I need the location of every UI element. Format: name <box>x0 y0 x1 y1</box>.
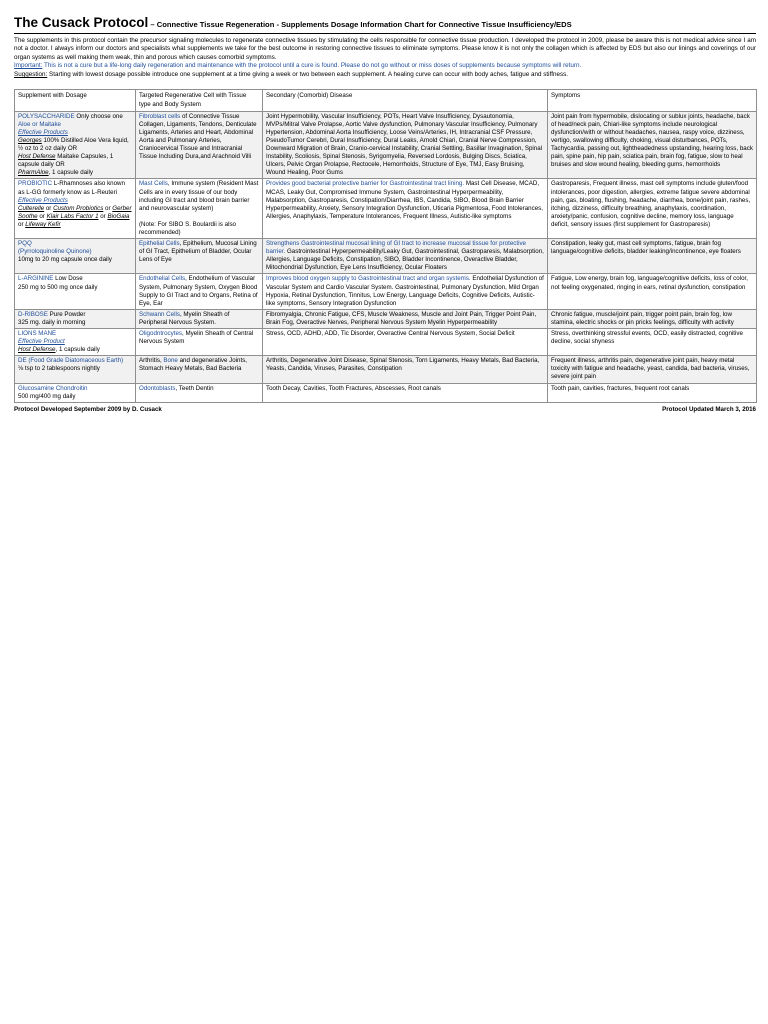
cell-type-cell <box>136 309 263 328</box>
cell-type-cell <box>136 274 263 309</box>
important-label: Important: <box>14 61 43 69</box>
effective-product-link[interactable]: Effective Product <box>18 338 65 346</box>
symptoms-cell: Joint pain from hypermobile, dislocating or sublux joints, headache, back of head/neck pain, Chiari-like symptoms include neurological dysfunction/with or without headaches, nausea, raspy voice, dizziness, vertigo, swallowing difficulty, choking, visual disturbances, POTs, Tachycardia, passing out, lightheadedness upstanding, hearing loss, back pain, spine pain, hip pain, sciatica pain, brain fog, fatigue, slow to heal bruises and slow wound healing, bleeding gums, hemorrhoids <box>548 111 757 179</box>
supplement-cell <box>15 274 136 309</box>
effective-products-link[interactable]: Effective Products <box>18 128 68 136</box>
or-text: or <box>18 220 26 228</box>
important-text: This is not a cure but a life-long daily regeneration and maintenance with the protocol until a cure is found. Please do not go without or miss doses of supplements because symptoms will return. <box>42 61 582 69</box>
header-cell: Targeted Regenerative Cell with Tissue type and Body System <box>136 90 263 111</box>
supplement-text: 325 mg. daily in morning <box>18 318 86 326</box>
table-row <box>15 179 757 239</box>
symptoms-cell: Frequent illness, arthritis pain, degenerative joint pain, heavy metal toxicity with fatigue and headache, yeast, candida, bad bacteria, viruses, severe joint pain <box>548 356 757 383</box>
supplement-text: ⅛ tsp to 2 tablespoons nightly <box>18 365 100 373</box>
cell-name: Endothelial Cells <box>139 275 186 283</box>
cell-text: , Immune system (Resident Mast Cells are in every tissue of our body including GI tract and blood brain barrier and neurovascular system) <box>139 180 259 212</box>
or-text: or <box>44 204 54 212</box>
pharmaloe-link[interactable]: PharmAloe <box>18 169 49 177</box>
cell-name: Oligodntrocytes <box>139 330 182 338</box>
georges-link[interactable]: Georges <box>18 136 42 144</box>
table-row <box>15 274 757 309</box>
disease-text: Arthritis, Degenerative Joint Disease, Spinal Stenosis, Torn Ligaments, Heavy Metals, Bad Bacteria, Yeasts, Candida, Viruses, Parasites, Constipation <box>266 357 540 373</box>
footer-developed: Protocol Developed September 2009 by D. Cusack <box>14 405 162 413</box>
header-disease: Secondary (Comorbid) Disease <box>263 90 548 111</box>
table-row <box>15 111 757 179</box>
symptoms-cell: Constipation, leaky gut, mast cell symptoms, fatigue, brain fog language/cognitive deficits, bladder leaking/incontinence, eye floaters <box>548 239 757 274</box>
cell-name: Epithelial Cells <box>139 240 180 248</box>
supplement-cell <box>15 179 136 239</box>
supplement-aloe: Aloe or Maitake <box>18 120 61 128</box>
document-page <box>14 14 756 413</box>
table-row <box>15 329 757 356</box>
supplement-text: Only choose one <box>74 112 123 120</box>
disease-text: Joint Hypermobility, Vascular Insufficiency, POTs, Heart Valve Insufficiency, Dysautonomia, MVPs/Mitral Valve Prolapse, Aortic Valve dysfunction, Pulmonary Vascular Insufficiency, Pulmonary Hypertension, Abdominal Aorta Insufficiency, Loose Veins/Arteries, IH, Intracranial CSF Pressure, PseudoTumor Cerebri, Dural Insufficiency, Dural Leaks, Arnold Chiari, Cranial Nerve Compression, Downward Migration of Brain, Cranio-cervical Instability, Cranial Settling, Basillar Invagination, Spinal Instability, Scoliosis, Spinal Stenosis, Syrigomyelia, Reversed Lordosis, Bulging Discs, Sciatica, Ulcers, Pelvic Organ Prolapse, Rectocele, Hemorrhoids, Structure of Eye, TMJ, Easy Bruising, Wound Healing, Poor Gums <box>266 112 543 177</box>
or-text: or <box>103 204 113 212</box>
supplement-text: , 1 capsule daily <box>55 346 100 354</box>
document-subtitle: – Connective Tissue Regeneration - Supplements Dosage Information Chart for Connective Tissue Insufficiency/EDS <box>148 20 572 29</box>
custom-probiotics-link[interactable]: Custom Probiotics <box>53 204 104 212</box>
cell-prefix: Arthritis, <box>139 357 164 365</box>
cell-type-cell <box>136 356 263 383</box>
supplement-name: POLYSACCHARIDE <box>18 112 75 120</box>
supplement-name: PQQ <box>18 240 32 248</box>
supplement-text: Maitake Capsules, 1 capsule daily OR <box>18 153 114 169</box>
table-row <box>15 356 757 383</box>
lifeway-kefir-link[interactable]: Lifeway Kefir <box>25 220 61 228</box>
supplement-cell <box>15 383 136 402</box>
culterelle-link[interactable]: Culterelle <box>18 204 45 212</box>
cell-type-cell <box>136 383 263 402</box>
host-defense-link[interactable]: Host Defense <box>18 153 56 161</box>
table-row <box>15 309 757 328</box>
document-title: The Cusack Protocol <box>14 15 149 30</box>
supplement-text: 250 mg to 500 mg once daily <box>18 283 98 291</box>
disease-cell <box>263 239 548 274</box>
supplement-name: L-ARGININE <box>18 275 54 283</box>
gerber-soothe-link[interactable]: Gerber Soothe <box>18 204 132 220</box>
symptoms-cell: Tooth pain, cavities, fractures, frequent root canals <box>548 383 757 402</box>
supplement-text: L-Rhamnoses also known as L-GG formerly know as L-Reuteri <box>18 180 125 196</box>
suggestion-note <box>14 71 756 79</box>
supplement-cell <box>15 329 136 356</box>
header-supplement: Supplement with Dosage <box>15 90 136 111</box>
cell-text: , Teeth Dentin <box>175 384 214 392</box>
host-defense-link[interactable]: Host Defense <box>18 346 56 354</box>
disease-text: Endothelial Dysfunction of Vascular System and Cardio Vascular System. Gastrointestinal, Pulmonary Dysfunction, Mild Organ Hypoxia, Retinal Dysfunction, Tinnitus, Low Energy, Language Deficits, Cognitive Deficits, Autistic-like symptoms, Sensory Integration Dysfunction <box>266 275 544 307</box>
table-row <box>15 239 757 274</box>
supplement-name: D-RIBOSE <box>18 310 48 318</box>
cell-note: (Note: For SIBO S. Boulardii is also recommended) <box>139 220 236 236</box>
cell-type-cell <box>136 111 263 179</box>
disease-cell <box>263 179 548 239</box>
supplement-text: 10mg to 20 mg capsule once daily <box>18 256 112 264</box>
cell-text: , Myelin Sheath of Central Nervous System <box>139 330 254 346</box>
cell-type-cell <box>136 239 263 274</box>
supplement-cell <box>15 309 136 328</box>
disease-text: Fibromyalgia, Chronic Fatigue, CFS, Muscle Weakness, Muscle and Joint Pain, Trigger Point Pain, Brain Fog, Overactive Nerves, Peripheral Nervous System Myelin Hyperpermeability <box>266 310 537 326</box>
cell-name: Bone <box>163 357 178 365</box>
disease-text: Mast Cell Disease, MCAD, MCAS, Leaky Gut, Compromised Immune System, Gastrointestinal Hyperpermeability, Malabsorption, Gastroparesis, Constipation/Diarrhea, IBS, Candida, SIBO, Blood Brain Barrier Hyperpermeability, Anxiety, Sensory Integration Dysfunction, Uticaria Pigmentosa, Food Intolerances, Allergies, Anaphylaxis, Temperature Intolerances, Frequent Illness, Autistic-like symptoms <box>266 180 543 220</box>
supplement-fullname: (Pyrroloquinoline Quinone) <box>18 248 92 256</box>
disease-highlight: Strengthens Gastrointestinal mucosal lining of GI tract to increase mucosal tissue for protective barrier. <box>266 240 526 256</box>
cell-type-cell <box>136 329 263 356</box>
cell-text: , Myelin Sheath of Peripheral Nervous System. <box>139 310 230 326</box>
cell-text: and degenerative Joints, Stomach Heavy Metals, Bad Bacteria <box>139 357 248 373</box>
supplement-text: , 1 capsule daily <box>48 169 93 177</box>
table-row <box>15 383 757 402</box>
cell-name: Fibroblast cells <box>139 112 181 120</box>
cell-name: Mast Cells <box>139 180 168 188</box>
footer <box>14 406 756 413</box>
effective-products-link[interactable]: Effective Products <box>18 196 68 204</box>
disease-cell <box>263 356 548 383</box>
supplement-cell <box>15 111 136 179</box>
supplement-text: 500 mg/400 mg daily <box>18 392 76 400</box>
intro-paragraph: The supplements in this protocol contain the precursor signaling molecules to regenerate connective tissues by stimulating the cells responsible for connective tissue production. I developed the protocol in 2009, please be aware this is not medical advice since I am not a doctor. I always inform our doctors and specialists what supplements we take for the best outcome in restoring connective tissues to eliminate symptoms. Please know it is not only the collagen which is affected by EDS but also our linings and coverings of our organ systems as well making them weak, thin and porous which causes comorbid symptoms. <box>14 37 756 61</box>
or-text: or <box>98 212 108 220</box>
or-text: or <box>37 212 47 220</box>
cell-text: , Endothelium of Vascular System, Pulmonary System, Oxygen Blood Supply to GI Tract and to Organs, Retina of Eye, Ear <box>139 275 258 307</box>
important-note <box>14 62 756 70</box>
disease-cell <box>263 309 548 328</box>
cell-type-cell <box>136 179 263 239</box>
footer-updated: Protocol Updated March 3, 2016 <box>662 405 756 413</box>
cell-text: , Epithelium, Mucosal Lining of GI Tract, Epithelium of Bladder, Ocular Lens of Eye <box>139 240 257 264</box>
cell-name: Odontoblasts <box>139 384 176 392</box>
supplement-chart-table <box>14 89 757 402</box>
symptoms-cell: Gastroparesis, Frequent illness, mast cell symptoms include gluten/food intolerances, poor digestion, allergies, extreme fatigue severe abdominal pain, gas, bloating, flushing, headache, diarrhea, bone/joint pain, rashes, itching, dizziness, difficulty breathing, anaphylaxis, coordination, anxiety/panic, confusion, cognitive decline, memory loss, language deficit, sensory issues (first supplement for Gastroparesis) <box>548 179 757 239</box>
disease-cell <box>263 329 548 356</box>
symptoms-cell: Stress, overthinking stressful events, OCD, easily distracted, cognitive decline, social shyness <box>548 329 757 356</box>
cell-name: Schwann Cells <box>139 310 180 318</box>
symptoms-cell: Fatigue, Low energy, brain fog, language/cognitive deficits, loss of color, not feeling oxygenated, ringing in ears, retinal dysfunction, constipation <box>548 274 757 309</box>
supplement-name: PROBIOTIC <box>18 180 53 188</box>
disease-text: Gastrointestinal Hyperpermeability/Leaky Gut, Gastrointestinal, Gastroparesis, Malabsorption, Allergies, Language Deficits, Constipation, SIBO, Bladder Incontinence, Overactive Bladder, Mitochondrial Dysfunction, Eye Lens Insufficiency, Ocular Floaters <box>266 248 544 272</box>
disease-cell <box>263 111 548 179</box>
title-row <box>14 14 756 34</box>
supplement-text: 100% Distilled Aloe Vera liquid, ½ oz to 2 oz daily OR <box>18 136 129 153</box>
supplement-name: LIONS MANE <box>18 330 57 338</box>
biogaia-link[interactable]: BioGaia <box>107 212 130 220</box>
cell-text: of Connective Tissue Collagen, Ligaments, Tendons, Denticulate Ligaments, Arteries and Heart, Abdominal Aorta and Pulmonary Arteries, Craniocervical Tissue and Intracranial Tissue Including Dura,and Arachnoid Villi <box>139 112 257 161</box>
symptoms-cell: Chronic fatigue, muscle/joint pain, trigger point pain, brain fog, low stamina, electric shocks or pin pricks feelings, difficulty with activity <box>548 309 757 328</box>
suggestion-text: Starting with lowest dosage possible introduce one supplement at a time giving a week or two between each supplement. A healing curve can occur with body aches, fatigue and stiffness. <box>47 71 569 79</box>
disease-text: Stress, OCD, ADHD, ADD, Tic Disorder, Overactive Central Nervous System, Social Deficit <box>266 330 515 338</box>
supplement-text: Low Dose <box>53 275 83 283</box>
disease-highlight: Provides good bacterial protective barrier for Gastrointestinal tract lining. <box>266 180 465 188</box>
table-header-row <box>15 90 757 111</box>
disease-text: Tooth Decay, Cavities, Tooth Fractures, Abscesses, Root canals <box>266 384 441 392</box>
supplement-name: Glucosamine Chondroitin <box>18 384 88 392</box>
disease-cell <box>263 383 548 402</box>
header-symptoms: Symptoms <box>548 90 757 111</box>
disease-highlight: Improves blood oxygen supply to Gastrointestinal tract and organ systems. <box>266 275 471 283</box>
suggestion-label: Suggestion: <box>14 71 48 79</box>
klair-labs-link[interactable]: Klair Labs Factor 1 <box>46 212 99 220</box>
supplement-name: DE (Food Grade Diatomaceous Earth) <box>18 357 124 365</box>
disease-cell <box>263 274 548 309</box>
supplement-text: Pure Powder <box>47 310 86 318</box>
supplement-cell <box>15 239 136 274</box>
supplement-cell <box>15 356 136 383</box>
